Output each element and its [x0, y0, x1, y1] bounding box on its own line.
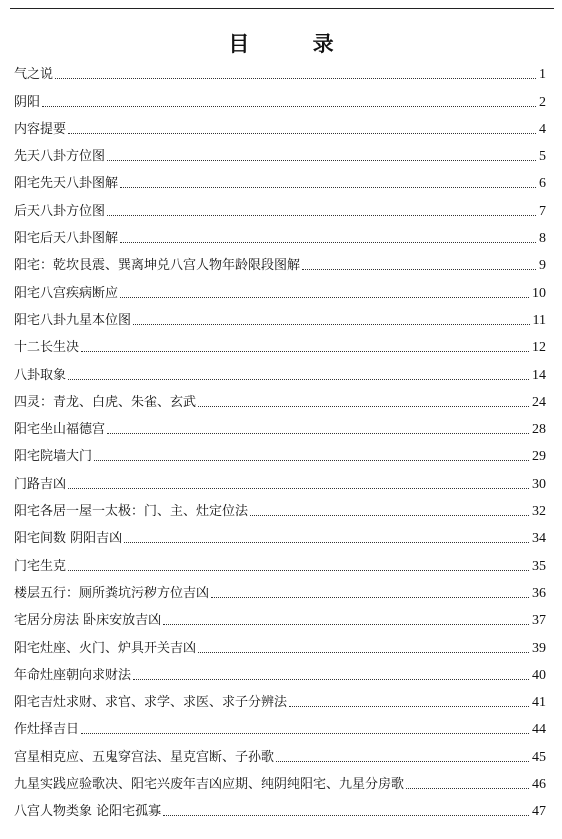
- toc-entry-label: 四灵：青龙、白虎、朱雀、玄武: [14, 394, 197, 410]
- toc-entry-label: 阳宅吉灶求财、求官、求学、求医、求子分辨法: [14, 695, 288, 711]
- dot-leader: [68, 570, 529, 571]
- dot-leader: [120, 297, 529, 298]
- dot-leader: [94, 460, 529, 461]
- toc-entry[interactable]: [14, 465, 546, 492]
- toc-entry[interactable]: [14, 547, 546, 574]
- toc-entry-page: 30: [532, 476, 546, 492]
- dot-leader: [250, 515, 529, 516]
- toc-entry[interactable]: [14, 329, 546, 356]
- dot-leader: [68, 488, 529, 489]
- toc-entry-label: 门宅生克: [14, 558, 67, 574]
- toc-entry-page: 6: [539, 176, 546, 192]
- toc-entry[interactable]: [14, 356, 546, 383]
- toc-entry-label: 后天八卦方位图: [14, 203, 106, 219]
- dot-leader: [107, 433, 529, 434]
- toc-entry-label: 十二长生决: [14, 340, 80, 356]
- toc-entry-label: 阳宅坐山福德宫: [14, 422, 106, 438]
- toc-entry[interactable]: [14, 766, 546, 793]
- toc-entry[interactable]: [14, 738, 546, 765]
- toc-entry-label: 阳宅院墙大门: [14, 449, 93, 465]
- toc-entry-label: 阴阳: [14, 94, 41, 110]
- toc-entry[interactable]: [14, 629, 546, 656]
- toc-entry-page: 29: [532, 449, 546, 465]
- toc-entry-page: 7: [539, 203, 546, 219]
- toc-entry-label: 阳宅各居一屋一太极：门、主、灶定位法: [14, 504, 249, 520]
- dot-leader: [133, 679, 529, 680]
- toc-entry-label: 年命灶座朝向求财法: [14, 667, 132, 683]
- page-title: 目 录: [228, 32, 362, 56]
- toc-entry[interactable]: [14, 711, 546, 738]
- toc-entry-page: 32: [532, 504, 546, 520]
- dot-leader: [68, 379, 529, 380]
- dot-leader: [107, 160, 536, 161]
- toc-entry-page: 9: [539, 258, 546, 274]
- toc-entry-label: 内容提要: [14, 121, 67, 137]
- toc-entry[interactable]: [14, 411, 546, 438]
- toc-entry[interactable]: [14, 192, 546, 219]
- toc-entry[interactable]: [14, 302, 546, 329]
- toc-entry-label: 八宫人物类象 论阳宅孤寡: [14, 804, 162, 820]
- toc-entry-page: 34: [532, 531, 546, 547]
- dot-leader: [120, 242, 536, 243]
- dot-leader: [163, 815, 529, 816]
- dot-leader: [81, 733, 529, 734]
- toc-entry-page: 35: [532, 558, 546, 574]
- dot-leader: [55, 78, 536, 79]
- toc-entry-page: 36: [532, 585, 546, 601]
- dot-leader: [163, 624, 529, 625]
- toc-entry-page: 46: [532, 777, 546, 793]
- toc-entry-page: 28: [532, 422, 546, 438]
- toc-entry[interactable]: [14, 384, 546, 411]
- toc-entry-label: 阳宅：乾坎艮震、巽离坤兑八宫人物年龄限段图解: [14, 258, 301, 274]
- toc-entry[interactable]: [14, 111, 546, 138]
- toc-entry-page: 39: [532, 640, 546, 656]
- toc-entry[interactable]: [14, 493, 546, 520]
- toc-entry-label: 先天八卦方位图: [14, 149, 106, 165]
- dot-leader: [211, 597, 529, 598]
- dot-leader: [42, 106, 536, 107]
- toc-entry-label: 宫星相克应、五鬼穿宫法、星克宫断、子孙歌: [14, 749, 275, 765]
- toc-entry-label: 作灶择吉日: [14, 722, 80, 738]
- toc-entry-label: 阳宅八宫疾病断应: [14, 285, 119, 301]
- top-rule: [10, 8, 554, 9]
- toc-entry-label: 楼层五行：厕所粪坑污秽方位吉凶: [14, 585, 210, 601]
- dot-leader: [276, 761, 529, 762]
- toc-entry-label: 气之说: [14, 67, 54, 83]
- dot-leader: [124, 542, 529, 543]
- toc-entry-page: 44: [532, 722, 546, 738]
- dot-leader: [289, 706, 529, 707]
- dot-leader: [120, 187, 536, 188]
- dot-leader: [406, 788, 529, 789]
- toc-entry[interactable]: [14, 220, 546, 247]
- toc-entry-label: 宅居分房法 卧床安放吉凶: [14, 613, 162, 629]
- toc-entry-page: 4: [539, 121, 546, 137]
- toc-entry-label: 门路吉凶: [14, 476, 67, 492]
- toc-entry-page: 45: [532, 749, 546, 765]
- toc-entry-label: 八卦取象: [14, 367, 67, 383]
- toc-entry-page: 2: [539, 94, 546, 110]
- toc-entry-page: 47: [532, 804, 546, 820]
- toc-entry-page: 41: [532, 695, 546, 711]
- toc-entry-page: 11: [532, 312, 546, 328]
- toc-entry[interactable]: [14, 83, 546, 110]
- toc-entry[interactable]: [14, 274, 546, 301]
- toc-entry[interactable]: [14, 165, 546, 192]
- toc-entry-page: 24: [532, 394, 546, 410]
- dot-leader: [133, 324, 530, 325]
- toc-entry-page: 37: [532, 613, 546, 629]
- toc-entry-label: 阳宅先天八卦图解: [14, 176, 119, 192]
- table-of-contents: [14, 56, 546, 820]
- toc-entry-label: 九星实践应验歌决、阳宅兴废年吉凶应期、纯阴纯阳宅、九星分房歌: [14, 777, 405, 793]
- toc-entry-label: 阳宅间数 阴阳吉凶: [14, 531, 123, 547]
- dot-leader: [198, 652, 529, 653]
- toc-entry-label: 阳宅灶座、火门、炉具开关吉凶: [14, 640, 197, 656]
- toc-entry[interactable]: [14, 657, 546, 684]
- toc-entry[interactable]: [14, 684, 546, 711]
- toc-entry[interactable]: [14, 602, 546, 629]
- dot-leader: [68, 133, 536, 134]
- toc-entry-page: 12: [532, 340, 546, 356]
- toc-entry[interactable]: [14, 575, 546, 602]
- toc-entry[interactable]: [14, 138, 546, 165]
- toc-entry-page: 10: [532, 285, 546, 301]
- toc-entry-label: 阳宅八卦九星本位图: [14, 312, 132, 328]
- toc-entry-page: 8: [539, 231, 546, 247]
- toc-entry-page: 1: [539, 67, 546, 83]
- toc-entry-page: 5: [539, 149, 546, 165]
- dot-leader: [302, 269, 536, 270]
- dot-leader: [107, 215, 536, 216]
- toc-entry[interactable]: [14, 793, 546, 820]
- toc-entry-label: 阳宅后天八卦图解: [14, 231, 119, 247]
- toc-entry-page: 14: [532, 367, 546, 383]
- toc-entry[interactable]: [14, 438, 546, 465]
- toc-entry[interactable]: [14, 520, 546, 547]
- dot-leader: [198, 406, 529, 407]
- dot-leader: [81, 351, 529, 352]
- toc-entry-page: 40: [532, 667, 546, 683]
- toc-entry[interactable]: [14, 56, 546, 83]
- toc-entry[interactable]: [14, 247, 546, 274]
